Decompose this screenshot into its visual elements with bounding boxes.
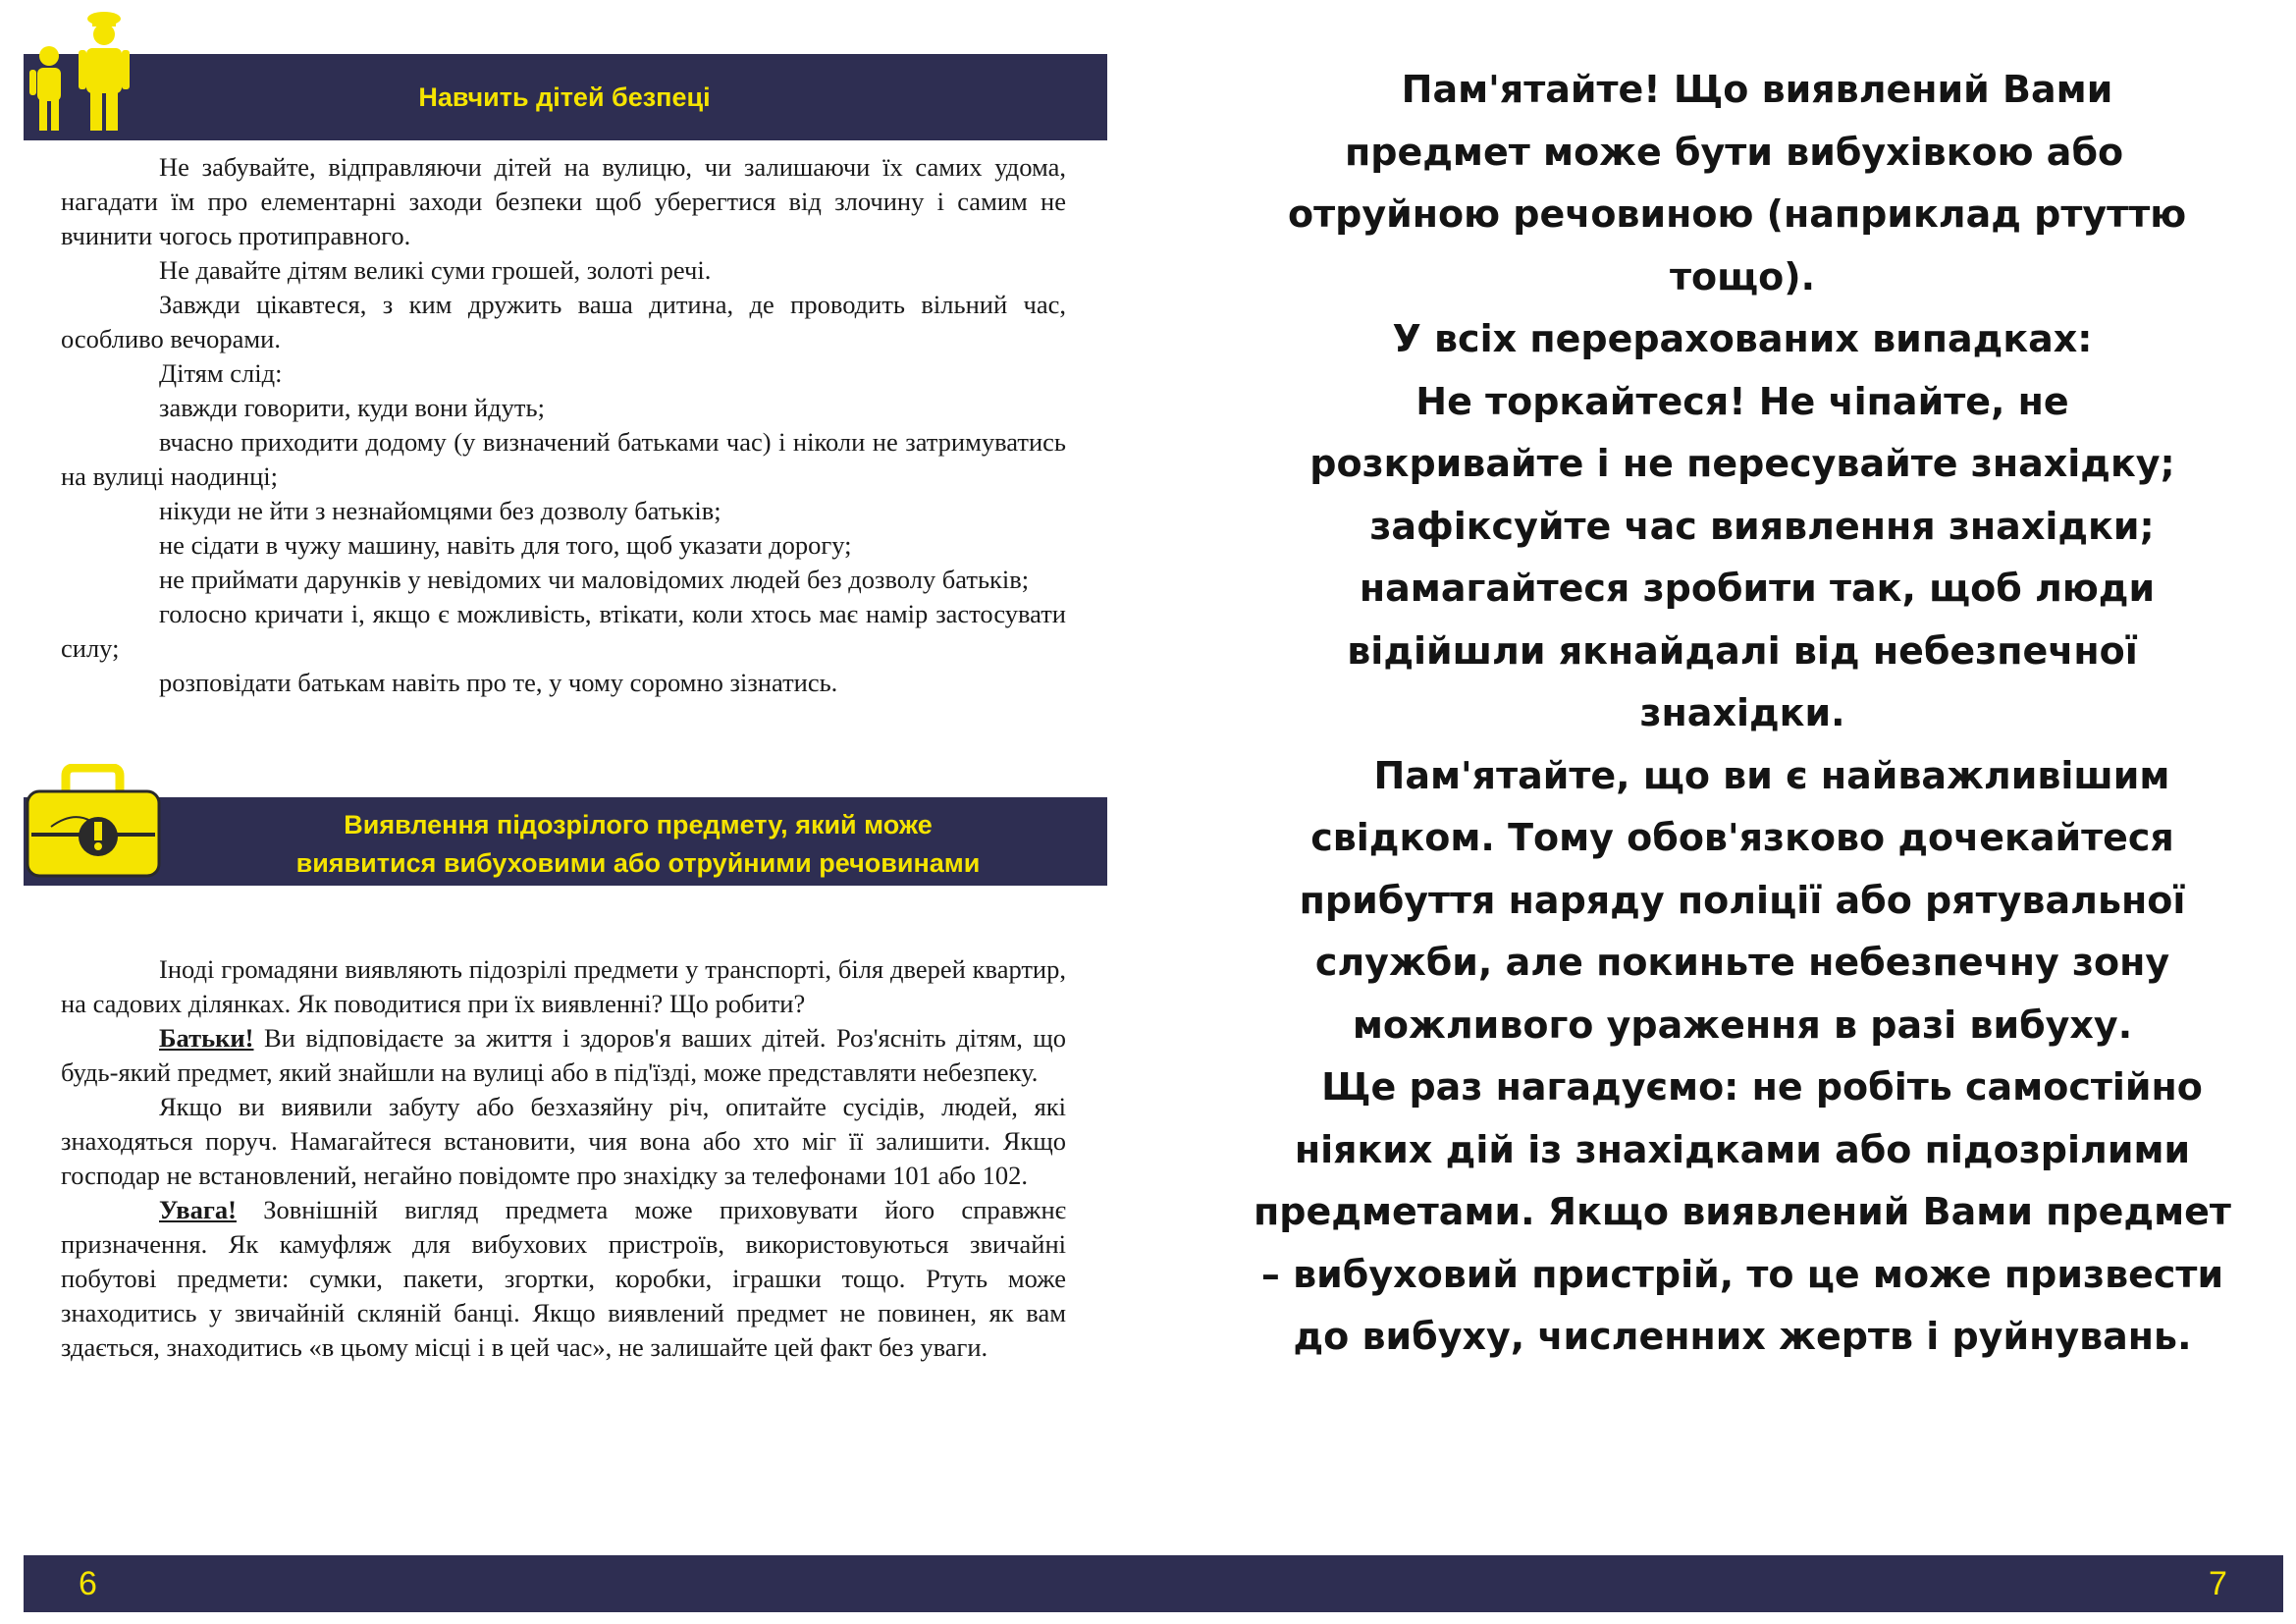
right-line: ніяких дій із знахідками або підозрілими — [1294, 1127, 2191, 1171]
right-line: знахідки. — [1639, 691, 1845, 734]
right-page-text — [1237, 59, 2248, 1369]
parents-label: Батьки! — [159, 1023, 254, 1053]
section1-title: Навчить дітей безпеці — [418, 82, 711, 112]
right-line: Не торкайтеся! Не чіпайте, не — [1415, 379, 2069, 423]
right-line: прибуття наряду поліції або рятувальної — [1299, 878, 2186, 922]
attention-label: Увага! — [159, 1195, 237, 1224]
right-line: можливого ураження в разі вибуху. — [1352, 1002, 2133, 1047]
section1-list-item: розповідати батькам навіть про те, у чому соромно зізнатись. — [159, 668, 838, 697]
section1-list-item: голосно кричати і, якщо є можливість, втікати, коли хтось має намір застосувати силу; — [61, 599, 1066, 663]
suspicious-bag-icon — [22, 764, 164, 880]
right-line: отруйною речовиною (наприклад ртуттю — [1288, 192, 2187, 236]
right-line: Пам'ятайте, що ви є найважливішим — [1373, 753, 2170, 797]
section1-list-item: завжди говорити, куди вони йдуть; — [159, 393, 545, 422]
right-line: розкривайте і не пересувайте знахідку; — [1309, 442, 2175, 485]
right-line: до вибуху, численних жертв і руйнувань. — [1293, 1315, 2192, 1358]
right-line: Ще раз нагадуємо: не робіть самостійно — [1321, 1065, 2203, 1109]
section2-paragraph — [61, 1193, 1066, 1365]
section1-paragraph: Не забувайте, відправляючи дітей на вулицю, чи залишаючи їх самих удома, нагадати їм про елементарні заходи безпеки щоб уберегтися від злочину і самим не вчинити чогось протиправного. — [61, 152, 1066, 250]
section1-body — [61, 150, 1066, 700]
section2-paragraph — [61, 1021, 1066, 1090]
section2-title-line1: Виявлення підозрілого предмету, який може — [344, 810, 933, 839]
section2-paragraph: Якщо ви виявили забуту або безхазяйну річ, опитайте сусідів, людей, які знаходяться поруч. Намагайтеся встановити, чия вона або хто міг її залишити. Якщо господар не встановлений, негайно повідомте про знахідку за телефонами 101 або 102. — [61, 1092, 1066, 1190]
section1-paragraph: Не давайте дітям великі суми грошей, золоті речі. — [159, 255, 712, 285]
right-line: служби, але покиньте небезпечну зону — [1314, 941, 2170, 984]
right-line: тощо). — [1669, 254, 1816, 298]
section2-title-line2: виявитися вибуховими або отруйними речовинами — [295, 848, 981, 878]
right-line: зафіксуйте час виявлення знахідки; — [1369, 504, 2155, 548]
page-number-right: 7 — [2209, 1565, 2227, 1602]
section1-paragraph: Дітям слід: — [159, 358, 283, 388]
right-line: свідком. Тому обов'язково дочекайтеся — [1310, 816, 2174, 859]
right-line: намагайтеся зробити так, щоб люди — [1359, 567, 2156, 610]
right-line: відійшли якнайдалі від небезпечної — [1347, 628, 2138, 673]
section1-list-item: вчасно приходити додому (у визначений батьками час) і ніколи не затримуватись на вулиці наодинці; — [61, 427, 1066, 491]
section2-body — [61, 952, 1066, 1365]
section2-paragraph: Іноді громадяни виявляють підозрілі предмети у транспорті, біля дверей квартир, на садових ділянках. Як поводитися при їх виявленні? Що робити? — [61, 954, 1066, 1018]
right-line: предметами. Якщо виявлений Вами предмет — [1254, 1190, 2231, 1233]
section1-list-item: не приймати дарунків у невідомих чи маловідомих людей без дозволу батьків; — [159, 565, 1030, 594]
child-and-police-officer-icon — [22, 5, 139, 133]
page-number-left: 6 — [79, 1565, 97, 1602]
section1-paragraph: Завжди цікавтеся, з ким дружить ваша дитина, де проводить вільний час, особливо вечорами. — [61, 290, 1066, 353]
right-line: предмет може бути вибухівкою або — [1345, 130, 2124, 174]
section1-list-item: нікуди не йти з незнайомцями без дозволу батьків; — [159, 496, 721, 525]
footer-bar — [24, 1555, 2283, 1612]
attention-text: Зовнішній вигляд предмета може приховувати його справжнє призначення. Як камуфляж для вибухових пристроїв, використовуються звичайні побутові предмети: сумки, пакети, згортки, коробки, іграшки тощо. Ртуть може знаходитись у звичайній скляній банці. Якщо виявлений предмет не повинен, як вам здається, знаходитись «в цьому місці і в цей час», не залишайте цей факт без уваги. — [61, 1195, 1066, 1362]
right-line: У всіх перерахованих випадках: — [1392, 317, 2093, 360]
right-line: Пам'ятайте! Що виявлений Вами — [1401, 68, 2113, 111]
section1-list-item: не сідати в чужу машину, навіть для того, щоб указати дорогу; — [159, 530, 852, 560]
parents-text: Ви відповідаєте за життя і здоров'я ваших дітей. Роз'ясніть дітям, що будь-який предмет, який знайшли на вулиці або в під'їзді, може представляти небезпеку. — [61, 1023, 1066, 1087]
right-line: – вибуховий пристрій, то це може призвести — [1260, 1252, 2224, 1296]
